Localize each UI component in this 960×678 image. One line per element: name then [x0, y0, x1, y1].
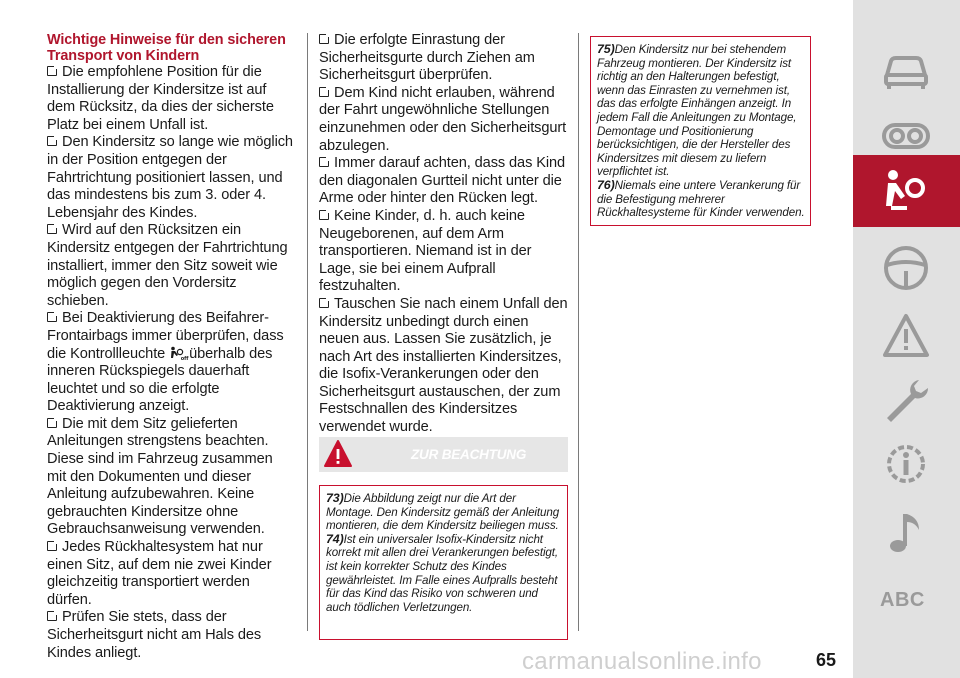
checkbox-bullet-icon: [47, 541, 57, 551]
checkbox-bullet-icon: [319, 298, 329, 308]
warning-triangle-icon[interactable]: [878, 308, 934, 364]
info-gear-icon[interactable]: [878, 436, 934, 492]
bullet-item: Jedes Rückhaltesystem hat nur einen Sitz, auf dem nie zwei Kinder gleichzeitig transportiert werden dürfen.: [47, 539, 272, 608]
notes-box-2: [590, 36, 811, 226]
bullet-item: Dem Kind nicht erlauben, während der Fahrt ungewöhnliche Stellungen einzunehmen oder den Sicherheitsgurt abzulegen.: [319, 84, 567, 154]
warning-label: ZUR BEACHTUNG: [411, 447, 527, 462]
notes-box-1: [319, 485, 568, 640]
bullet-item: Den Kindersitz so lange wie möglich in der Position entgegen der Fahrtrichtung positioniert lassen, und das mindestens bis zum 3. oder 4. Lebensjahr des Kindes.: [47, 134, 293, 221]
column-2: [319, 32, 569, 437]
steering-wheel-icon[interactable]: [878, 240, 934, 296]
note-item: 74)Ist ein universaler Isofix-Kindersitz nicht korrekt mit allen drei Verankerungen befestigt, ist kein korrekter Schutz des Kindes gewährleistet. Im Falle eines Aufpralls besteht für das Kind das Risiko von schweren und auch tödlichen Verletzungen.: [326, 531, 559, 614]
bullet-item: Die mit dem Sitz gelieferten Anleitungen strengstens beachten. Diese sind im Fahrzeug zusammen mit den Dokumenten und dieser Anleitung aufzubewahren. Keine gebrauchten Kindersitze ohne Gebrauchsanweisung verwenden.: [47, 415, 273, 538]
warning-header: [319, 437, 568, 472]
section-heading: Wichtige Hinweise für den sicheren Transport von Kindern: [47, 32, 286, 64]
index-abc-label[interactable]: ABC: [880, 589, 925, 611]
music-note-icon[interactable]: [878, 505, 934, 561]
column-1: [47, 32, 295, 662]
note-item: 75)Den Kindersitz nur bei stehendem Fahrzeug montieren. Der Kindersitz ist richtig an den Halterungen befestigt, wenn das Einrasten zu vernehmen ist, das das erfolgte Einhängen anzeigt. In jedem Fall die Anleitungen zu Montage, Demontage und Positionierung berücksichtigen, die der Hersteller des Kindersitzes mit diesem zu liefern verpflichtet ist.: [597, 42, 797, 179]
bullet-item-airbag: Bei Deaktivierung des Beifahrer-Frontairbags immer überprüfen, dass die Kontrollleuchte off überhalb des inneren Rückspiegels dauerhaft leuchtet und so die erfolgte Deaktivierung anzeigt.: [47, 310, 284, 415]
bullet-item: Die erfolgte Einrastung der Sicherheitsgurte durch Ziehen am Sicherheitsgurt überprüfen.: [319, 32, 535, 84]
checkbox-bullet-icon: [319, 87, 329, 97]
airbag-off-warning-icon: [169, 346, 189, 362]
checkbox-bullet-icon: [47, 224, 57, 234]
bullet-item: Prüfen Sie stets, dass der Sicherheitsgurt nicht am Hals des Kindes anliegt.: [47, 609, 262, 661]
bullet-item: Wird auf den Rücksitzen ein Kindersitz entgegen der Fahrtrichtung installiert, immer den Sitz soweit wie möglich gegen den Vordersitz schieben.: [47, 222, 288, 309]
seat-safety-icon[interactable]: [878, 163, 934, 219]
note-item: 73)Die Abbildung zeigt nur die Art der Montage. Den Kindersitz gemäß der Anleitung montieren, die dem Kindersitz beiliegen muss.: [326, 491, 560, 533]
bullet-item: Immer darauf achten, dass das Kind den diagonalen Gurtteil nicht unter die Arme oder hinter den Rücken legt.: [319, 155, 566, 207]
wrench-icon[interactable]: [878, 373, 934, 429]
checkbox-bullet-icon: [47, 418, 57, 428]
chapter-sidebar: [853, 0, 960, 678]
column-divider: [307, 33, 308, 631]
watermark: carmanualsonline.info: [522, 648, 762, 675]
checkbox-bullet-icon: [319, 210, 329, 220]
svg-text:off: off: [180, 355, 189, 362]
column-divider: [578, 33, 579, 631]
bullet-item: Die empfohlene Position für die Installierung der Kindersitze ist auf dem Rücksitz, da dies der sicherste Platz bei einem Unfall ist.: [47, 64, 274, 133]
checkbox-bullet-icon: [319, 34, 329, 44]
dashboard-icon[interactable]: [878, 108, 934, 164]
checkbox-bullet-icon: [319, 157, 329, 167]
checkbox-bullet-icon: [47, 611, 57, 621]
bullet-item: Tauschen Sie nach einem Unfall den Kindersitz unbedingt durch einen neuen aus. Lassen Sie zusätzlich, je nach Art des installierten Kindersitzes, die Isofix-Verankerungen oder den Sicherheitsgurt austauschen, der zum Festschnallen des Kindersitzes verwendet wurde.: [319, 295, 568, 436]
checkbox-bullet-icon: [47, 312, 57, 322]
page-number: 65: [816, 650, 837, 670]
note-item: 76)Niemals eine untere Verankerung für die Befestigung mehrerer Rückhaltesysteme für Kinder verwenden.: [597, 177, 805, 220]
car-icon[interactable]: [878, 42, 934, 98]
checkbox-bullet-icon: [47, 66, 57, 76]
bullet-item: Keine Kinder, d. h. auch keine Neugeborenen, auf dem Arm transportieren. Niemand ist in der Lage, sie bei einem Aufprall festzuhalten.: [319, 207, 532, 295]
warning-triangle-icon: [323, 439, 353, 469]
checkbox-bullet-icon: [47, 136, 57, 146]
